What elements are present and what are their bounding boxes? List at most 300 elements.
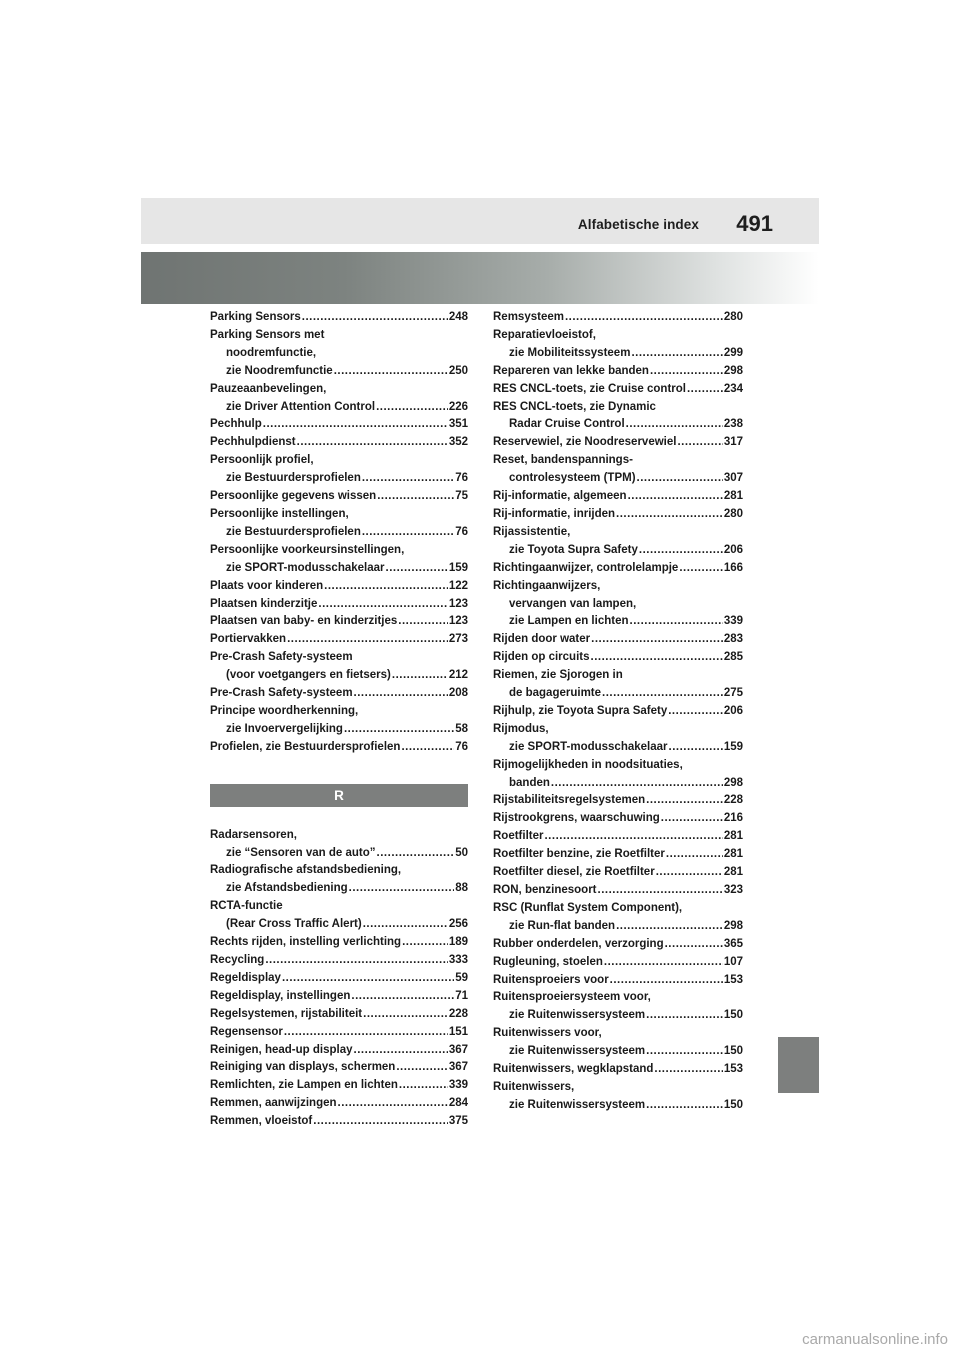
dot-leader	[687, 381, 723, 399]
entry-text: zie Afstandsbediening	[226, 882, 348, 895]
entry-text: controlesysteem (TPM)	[509, 472, 636, 485]
index-entry	[493, 1061, 743, 1079]
index-entry	[210, 827, 468, 863]
index-entry	[210, 1095, 468, 1113]
index-entry	[493, 989, 743, 1025]
dot-leader	[318, 596, 447, 614]
entry-text: Ruitenwissers,	[493, 1080, 575, 1093]
index-entry	[493, 560, 743, 578]
index-entry	[210, 934, 468, 952]
index-entry-line	[493, 649, 743, 667]
entry-text: Rijstrookgrens, waarschuwing	[493, 812, 660, 825]
index-entry-line	[210, 916, 468, 934]
entry-text: Persoonlijke instellingen,	[210, 507, 349, 520]
entry-text: Regeldisplay	[210, 971, 281, 984]
entry-text: (Rear Cross Traffic Alert)	[226, 918, 362, 931]
index-entry-line	[493, 488, 743, 506]
index-entry-line	[210, 363, 468, 381]
index-entry-line	[210, 542, 468, 560]
entry-page-number: 228	[448, 1007, 468, 1020]
entry-page-number: 59	[455, 971, 468, 984]
dot-leader	[263, 416, 448, 434]
entry-text: Rijhulp, zie Toyota Supra Safety	[493, 704, 668, 717]
dot-leader	[392, 667, 448, 685]
entry-text: Persoonlijke voorkeursinstellingen,	[210, 543, 405, 556]
dot-leader	[377, 488, 454, 506]
dot-leader	[287, 631, 448, 649]
dot-leader	[646, 1097, 723, 1115]
entry-page-number: 367	[448, 1061, 468, 1074]
entry-page-number: 285	[723, 651, 743, 664]
index-entry-line	[210, 506, 468, 524]
dot-leader	[646, 1043, 723, 1061]
index-entry	[493, 721, 743, 757]
dot-leader	[616, 506, 723, 524]
dot-leader	[363, 1006, 448, 1024]
entry-text: Parking Sensors met	[210, 328, 325, 341]
index-entry-line	[493, 613, 743, 631]
entry-text: Plaats voor kinderen	[210, 579, 324, 592]
entry-page-number: 352	[448, 436, 468, 449]
entry-page-number: 351	[448, 418, 468, 431]
entry-page-number: 123	[448, 615, 468, 628]
index-entry-line	[493, 399, 743, 417]
index-entry	[210, 1006, 468, 1024]
entry-page-number: 58	[455, 722, 468, 735]
dot-leader	[630, 613, 723, 631]
index-entry	[493, 506, 743, 524]
dot-leader	[639, 542, 723, 560]
index-entry	[493, 1025, 743, 1061]
entry-text: Radarsensoren,	[210, 828, 297, 841]
dot-leader	[637, 470, 723, 488]
dot-leader	[616, 918, 723, 936]
entry-text: banden	[509, 776, 550, 789]
index-entry-line	[493, 363, 743, 381]
index-entry	[210, 613, 468, 631]
dot-leader	[313, 1113, 448, 1131]
entry-text: RES CNCL-toets, zie Cruise control	[493, 382, 686, 395]
dot-leader	[551, 775, 723, 793]
entry-page-number: 273	[448, 633, 468, 646]
dot-leader	[661, 810, 723, 828]
entry-text: Reservewiel, zie Noodreservewiel	[493, 436, 677, 449]
dot-leader	[362, 470, 454, 488]
index-entry-line	[493, 1061, 743, 1079]
index-entry-line	[493, 954, 743, 972]
entry-text: Regensensor	[210, 1025, 283, 1038]
chapter-title: Alfabetische index	[577, 217, 699, 232]
entry-text: Reparatievloeistof,	[493, 328, 596, 341]
entry-page-number: 281	[723, 866, 743, 879]
entry-text: Rijmogelijkheden in noodsituaties,	[493, 758, 683, 771]
index-entry	[210, 596, 468, 614]
index-entry-line	[493, 900, 743, 918]
index-entry-line	[493, 524, 743, 542]
index-entry	[210, 1024, 468, 1042]
entry-page-number: 298	[723, 776, 743, 789]
entry-page-number: 281	[723, 490, 743, 503]
index-entry-line	[210, 685, 468, 703]
entry-text: zie SPORT-modusschakelaar	[509, 740, 668, 753]
entry-page-number: 250	[448, 364, 468, 377]
index-entry-line	[210, 1077, 468, 1095]
dot-leader	[604, 954, 723, 972]
index-entry	[210, 327, 468, 381]
index-entry-line	[210, 381, 468, 399]
entry-page-number: 107	[723, 955, 743, 968]
dot-leader	[401, 739, 454, 757]
dot-leader	[669, 739, 723, 757]
index-entry-line	[210, 613, 468, 631]
index-entry	[493, 327, 743, 363]
entry-text: Rijmodus,	[493, 722, 549, 735]
dot-leader	[324, 578, 448, 596]
index-entry	[210, 1059, 468, 1077]
dot-leader	[646, 1007, 723, 1025]
dot-leader	[354, 1042, 448, 1060]
index-entry	[493, 434, 743, 452]
index-entry-line	[210, 1095, 468, 1113]
entry-page-number: 212	[448, 669, 468, 682]
entry-text: Regelsystemen, rijstabiliteit	[210, 1007, 363, 1020]
index-entry-line	[210, 1059, 468, 1077]
index-entry	[210, 703, 468, 739]
index-entry-line	[493, 846, 743, 864]
index-entry-line	[210, 452, 468, 470]
entry-page-number: 76	[455, 740, 468, 753]
dot-leader	[302, 309, 448, 327]
index-entry	[210, 685, 468, 703]
entry-text: zie SPORT-modusschakelaar	[226, 561, 385, 574]
index-entry-line	[210, 434, 468, 452]
index-entry	[210, 416, 468, 434]
entry-text: zie “Sensoren van de auto”	[226, 846, 376, 859]
index-entry	[493, 488, 743, 506]
entry-text: Persoonlijke gegevens wissen	[210, 490, 377, 503]
page-header	[141, 198, 819, 244]
index-entry	[493, 578, 743, 632]
entry-page-number: 281	[723, 830, 743, 843]
dot-leader	[362, 524, 454, 542]
entry-text: Profielen, zie Bestuurdersprofielen	[210, 740, 401, 753]
entry-page-number: 76	[455, 472, 468, 485]
entry-text: Ruitenwissers voor,	[493, 1027, 602, 1040]
entry-page-number: 299	[723, 346, 743, 359]
index-entry-line	[210, 988, 468, 1006]
entry-page-number: 228	[723, 794, 743, 807]
dot-leader	[544, 828, 722, 846]
index-entry-line	[493, 1043, 743, 1061]
entry-page-number: 256	[448, 918, 468, 931]
entry-text: zie Lampen en lichten	[509, 615, 629, 628]
dot-leader	[610, 972, 723, 990]
index-entry-line	[493, 757, 743, 775]
dot-leader	[282, 970, 454, 988]
watermark: carmanualsonline.info	[802, 1331, 948, 1348]
entry-text: Reiniging van displays, schermen	[210, 1061, 396, 1074]
entry-text: RES CNCL-toets, zie Dynamic	[493, 400, 656, 413]
entry-text: Rijden op circuits	[493, 651, 590, 664]
entry-page-number: 50	[455, 846, 468, 859]
dot-leader	[646, 792, 723, 810]
entry-page-number: 216	[723, 812, 743, 825]
index-entry	[210, 988, 468, 1006]
index-entry-line	[493, 1007, 743, 1025]
index-entry-line	[493, 739, 743, 757]
index-entry-line	[210, 898, 468, 916]
index-entry	[493, 452, 743, 488]
index-entry-line	[493, 542, 743, 560]
entry-text: Pre-Crash Safety-systeem	[210, 687, 353, 700]
index-entry-line	[493, 918, 743, 936]
entry-page-number: 317	[723, 436, 743, 449]
dot-leader	[626, 416, 723, 434]
entry-page-number: 375	[448, 1115, 468, 1128]
entry-text: zie Mobiliteitssysteem	[509, 346, 631, 359]
index-entry-line	[493, 775, 743, 793]
index-entry	[210, 952, 468, 970]
dot-leader	[402, 934, 448, 952]
index-entry	[210, 631, 468, 649]
index-entry	[210, 739, 468, 757]
index-entry-line	[210, 1024, 468, 1042]
index-entry	[493, 757, 743, 793]
entry-page-number: 307	[723, 472, 743, 485]
entry-page-number: 189	[448, 936, 468, 949]
entry-text: Remmen, aanwijzingen	[210, 1097, 337, 1110]
entry-text: Reinigen, head-up display	[210, 1043, 353, 1056]
dot-leader	[363, 916, 448, 934]
index-entry	[493, 972, 743, 990]
entry-page-number: 280	[723, 311, 743, 323]
index-entry	[210, 970, 468, 988]
entry-text: Radiografische afstandsbediening,	[210, 864, 402, 877]
index-entry-line	[493, 452, 743, 470]
entry-text: zie Toyota Supra Safety	[509, 543, 638, 556]
entry-text: Pauzeaanbevelingen,	[210, 382, 327, 395]
dot-leader	[398, 613, 448, 631]
index-entry	[210, 434, 468, 452]
entry-text: Principe woordherkenning,	[210, 704, 359, 717]
index-entry-line	[493, 989, 743, 1007]
entry-page-number: 122	[448, 579, 468, 592]
index-entry	[493, 703, 743, 721]
index-entry	[210, 488, 468, 506]
index-entry-line	[210, 862, 468, 880]
index-entry	[210, 578, 468, 596]
index-entry-line	[210, 578, 468, 596]
index-entry-line	[493, 560, 743, 578]
entry-text: zie Driver Attention Control	[226, 400, 376, 413]
entry-page-number: 159	[723, 740, 743, 753]
index-entry	[493, 882, 743, 900]
index-entry-line	[493, 703, 743, 721]
entry-page-number: 159	[448, 561, 468, 574]
index-entry-line	[210, 880, 468, 898]
page-number: 491	[736, 211, 773, 236]
dot-leader	[284, 1024, 448, 1042]
index-entry	[493, 309, 743, 327]
index-entry-line	[493, 864, 743, 882]
dot-leader	[334, 363, 448, 381]
index-entry-line	[210, 649, 468, 667]
entry-text: Roetfilter diesel, zie Roetfilter	[493, 866, 655, 879]
entry-page-number: 298	[723, 364, 743, 377]
entry-text: Rugleuning, stoelen	[493, 955, 603, 968]
entry-page-number: 283	[723, 633, 743, 646]
index-entries-p	[210, 309, 468, 757]
dot-leader	[679, 560, 722, 578]
index-entry	[493, 667, 743, 703]
index-entry-line	[493, 506, 743, 524]
entry-page-number: 153	[723, 1063, 743, 1076]
index-entry-line	[493, 882, 743, 900]
index-entry	[210, 862, 468, 898]
dot-leader	[602, 685, 723, 703]
entry-text: zie Ruitenwissersysteem	[509, 1009, 646, 1022]
entry-text: Rubber onderdelen, verzorging	[493, 937, 664, 950]
entry-page-number: 88	[455, 882, 468, 895]
entry-text: (voor voetgangers en fietsers)	[226, 669, 391, 682]
dot-leader	[351, 988, 454, 1006]
dot-leader	[376, 399, 448, 417]
index-entry-line	[493, 972, 743, 990]
entry-text: Pechhulpdienst	[210, 436, 296, 449]
index-entry-line	[493, 596, 743, 614]
entry-text: Recycling	[210, 954, 265, 966]
index-entry-line	[493, 381, 743, 399]
entry-page-number: 339	[723, 615, 743, 628]
index-entry	[210, 309, 468, 327]
entry-text: Pre-Crash Safety-systeem	[210, 651, 353, 664]
entry-text: zie Ruitenwissersysteem	[509, 1045, 646, 1058]
section-letter-header: R	[210, 784, 468, 807]
dot-leader	[666, 846, 723, 864]
index-entry-line	[210, 596, 468, 614]
entry-page-number: 281	[723, 848, 743, 861]
index-entry-line	[210, 739, 468, 757]
entry-text: Rechts rijden, instelling verlichting	[210, 936, 402, 949]
entry-text: Portiervakken	[210, 633, 287, 646]
entry-page-number: 367	[448, 1043, 468, 1056]
decorative-gradient-band	[141, 252, 819, 304]
index-entry-line	[493, 1097, 743, 1115]
entry-page-number: 339	[448, 1079, 468, 1092]
index-entry-line	[210, 1006, 468, 1024]
entry-text: Richtingaanwijzer, controlelampje	[493, 561, 679, 574]
dot-leader	[377, 845, 455, 863]
entry-page-number: 365	[723, 937, 743, 950]
index-entry-line	[493, 667, 743, 685]
entry-page-number: 151	[448, 1025, 468, 1038]
index-entry-line	[210, 934, 468, 952]
entry-text: RSC (Runflat System Component),	[493, 901, 683, 914]
entry-text: Regeldisplay, instellingen	[210, 989, 351, 1002]
index-entry-line	[493, 345, 743, 363]
dot-leader	[386, 560, 448, 578]
index-entry-line	[210, 1113, 468, 1131]
entry-text: zie Ruitenwissersysteem	[509, 1098, 646, 1111]
entry-text: zie Noodremfunctie	[226, 364, 333, 377]
dot-leader	[344, 721, 454, 739]
entry-text: de bagageruimte	[509, 687, 602, 700]
dot-leader	[297, 434, 448, 452]
entry-text: Repareren van lekke banden	[493, 364, 649, 377]
dot-leader	[399, 1077, 448, 1095]
entry-page-number: 206	[723, 704, 743, 717]
index-entry-line	[493, 434, 743, 452]
index-entry	[210, 1077, 468, 1095]
entry-page-number: 234	[723, 382, 743, 395]
entry-text: zie Bestuurdersprofielen	[226, 472, 361, 485]
index-entry	[493, 399, 743, 435]
index-entries-r	[210, 827, 468, 1131]
index-entry	[210, 506, 468, 542]
entry-text: Rijassistentie,	[493, 525, 571, 538]
index-entry-line	[210, 952, 468, 970]
index-entry-line	[210, 345, 468, 363]
entry-text: vervangen van lampen,	[509, 597, 637, 610]
index-entry-line	[493, 1079, 743, 1097]
index-entry-line	[210, 631, 468, 649]
entry-text: RON, benzinesoort	[493, 884, 597, 896]
index-entry-line	[493, 578, 743, 596]
index-entry-line	[210, 309, 468, 327]
entry-page-number: 76	[455, 525, 468, 538]
entry-page-number: 150	[723, 1045, 743, 1058]
entry-page-number: 298	[723, 919, 743, 932]
entry-page-number: 280	[723, 507, 743, 520]
entry-text: Ruitensproeiers voor	[493, 973, 609, 986]
entry-page-number: 206	[723, 543, 743, 556]
dot-leader	[354, 685, 448, 703]
entry-text: Riemen, zie Sjorogen in	[493, 669, 623, 682]
index-entry-line	[210, 560, 468, 578]
index-entry-line	[493, 810, 743, 828]
index-entry	[210, 1113, 468, 1131]
dot-leader	[656, 864, 723, 882]
entry-text: Rij-informatie, inrijden	[493, 507, 616, 520]
entry-page-number: 75	[455, 490, 468, 503]
entry-page-number: 333	[448, 954, 468, 966]
index-entry	[493, 828, 743, 846]
entry-text: Radar Cruise Control	[509, 418, 625, 431]
index-entry	[493, 936, 743, 954]
index-entry-line	[210, 399, 468, 417]
index-entry	[493, 381, 743, 399]
entry-text: noodremfunctie,	[226, 346, 317, 359]
index-entry-line	[493, 631, 743, 649]
entry-text: Remlichten, zie Lampen en lichten	[210, 1079, 398, 1092]
index-entry-line	[493, 309, 743, 327]
index-entry	[210, 1042, 468, 1060]
entry-text: Reset, bandenspannings-	[493, 454, 633, 467]
entry-text: zie Bestuurdersprofielen	[226, 525, 361, 538]
dot-leader	[349, 880, 455, 898]
entry-text: Plaatsen kinderzitje	[210, 597, 318, 610]
entry-page-number: 248	[448, 311, 468, 323]
entry-page-number: 208	[448, 687, 468, 700]
index-entry-line	[210, 416, 468, 434]
entry-text: zie Run-flat banden	[509, 919, 616, 932]
index-entry-line	[210, 667, 468, 685]
index-entry	[210, 649, 468, 685]
index-entry-line	[210, 845, 468, 863]
entry-text: Parking Sensors	[210, 311, 301, 323]
index-entry-line	[493, 828, 743, 846]
index-entry	[493, 524, 743, 560]
